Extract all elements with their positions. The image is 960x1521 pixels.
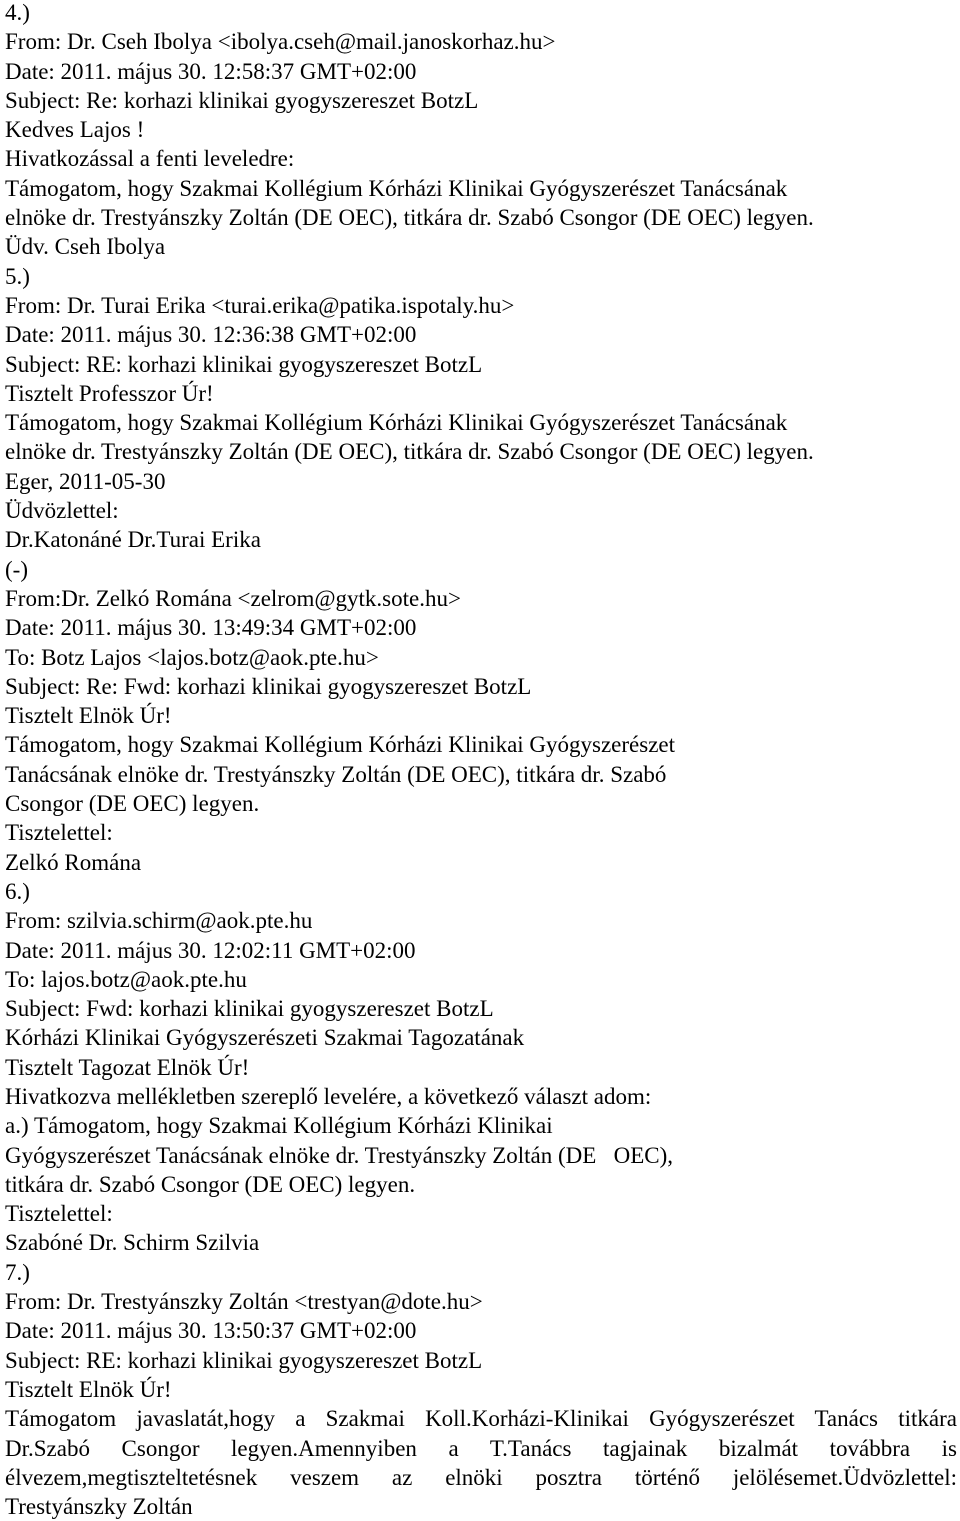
- email-thread-document: [5, 0, 957, 1521]
- email-from: From: szilvia.schirm@aok.pte.hu: [5, 908, 313, 934]
- email-signature: Dr.Katonáné Dr.Turai Erika: [5, 527, 261, 553]
- email-date: Date: 2011. május 30. 13:49:34 GMT+02:00: [5, 615, 417, 641]
- section-number: 7.): [5, 1259, 30, 1285]
- email-body-line: Támogatom, hogy Szakmai Kollégium Kórházi Klinikai Gyógyszerészet Tanácsának: [5, 175, 788, 201]
- email-from: From: Dr. Cseh Ibolya <ibolya.cseh@mail.janoskorhaz.hu>: [5, 29, 556, 55]
- email-body-line: a.) Támogatom, hogy Szakmai Kollégium Kórházi Klinikai: [5, 1113, 553, 1139]
- email-date: Date: 2011. május 30. 13:50:37 GMT+02:00: [5, 1318, 417, 1344]
- email-subject: Subject: Fwd: korhazi klinikai gyogyszereszet BotzL: [5, 996, 494, 1022]
- email-body-line: elnöke dr. Trestyánszky Zoltán (DE OEC), titkára dr. Szabó Csongor (DE OEC) legyen.: [5, 439, 814, 465]
- section-number: 5.): [5, 263, 30, 289]
- email-closing: Üdvözlettel:: [5, 498, 119, 524]
- email-closing: Tisztelettel:: [5, 820, 113, 846]
- email-body-line: Támogatom, hogy Szakmai Kollégium Kórházi Klinikai Gyógyszerészet Tanácsának: [5, 410, 788, 436]
- email-subject: Subject: RE: korhazi klinikai gyogyszereszet BotzL: [5, 1347, 483, 1373]
- email-from: From:Dr. Zelkó Romána <zelrom@gytk.sote.hu>: [5, 585, 461, 611]
- email-body-line: Hivatkozással a fenti leveledre:: [5, 146, 295, 172]
- email-greeting: Tisztelt Professzor Úr!: [5, 380, 214, 406]
- email-subject: Subject: Re: Fwd: korhazi klinikai gyogyszereszet BotzL: [5, 673, 532, 699]
- email-date: Date: 2011. május 30. 12:02:11 GMT+02:00: [5, 937, 416, 963]
- email-signature: Trestyánszky Zoltán: [5, 1494, 193, 1520]
- email-to: To: Botz Lajos <lajos.botz@aok.pte.hu>: [5, 644, 379, 670]
- email-to: To: lajos.botz@aok.pte.hu: [5, 966, 247, 992]
- email-from: From: Dr. Trestyánszky Zoltán <trestyan@dote.hu>: [5, 1289, 483, 1315]
- section-number: 4.): [5, 0, 30, 25]
- section-number: (-): [5, 556, 28, 582]
- email-body-line: Csongor (DE OEC) legyen.: [5, 791, 260, 817]
- email-body-line: Dr.Szabó Csongor legyen.Amennyiben a T.Tanács tagjainak bizalmát továbbra is: [5, 1435, 957, 1461]
- email-body-line: Gyógyszerészet Tanácsának elnöke dr. Trestyánszky Zoltán (DE OEC),: [5, 1142, 673, 1168]
- email-from: From: Dr. Turai Erika <turai.erika@patika.ispotaly.hu>: [5, 292, 515, 318]
- email-body-line: Eger, 2011-05-30: [5, 468, 166, 494]
- email-greeting: Kedves Lajos !: [5, 117, 145, 143]
- email-date: Date: 2011. május 30. 12:58:37 GMT+02:00: [5, 58, 417, 84]
- email-signature: Üdv. Cseh Ibolya: [5, 234, 166, 260]
- email-subject: Subject: RE: korhazi klinikai gyogyszereszet BotzL: [5, 351, 483, 377]
- email-body-line: élvezem,megtiszteltetésnek veszem az elnöki posztra történő jelölésemet.Üdvözlettel:: [5, 1464, 957, 1490]
- email-greeting: Tisztelt Elnök Úr!: [5, 703, 172, 729]
- section-number: 6.): [5, 878, 30, 904]
- email-date: Date: 2011. május 30. 12:36:38 GMT+02:00: [5, 322, 417, 348]
- email-signature: Szabóné Dr. Schirm Szilvia: [5, 1230, 260, 1256]
- email-body-line: Kórházi Klinikai Gyógyszerészeti Szakmai Tagozatának: [5, 1025, 525, 1051]
- email-body-line: Tanácsának elnöke dr. Trestyánszky Zoltán (DE OEC), titkára dr. Szabó: [5, 761, 667, 787]
- email-closing: Tisztelettel:: [5, 1201, 113, 1227]
- email-subject: Subject: Re: korhazi klinikai gyogyszereszet BotzL: [5, 87, 479, 113]
- email-body-line: Hivatkozva mellékletben szereplő levelére, a következő választ adom:: [5, 1083, 652, 1109]
- email-body-line: elnöke dr. Trestyánszky Zoltán (DE OEC), titkára dr. Szabó Csongor (DE OEC) legyen.: [5, 205, 814, 231]
- email-body-line: titkára dr. Szabó Csongor (DE OEC) legyen.: [5, 1171, 416, 1197]
- email-signature: Zelkó Romána: [5, 849, 142, 875]
- email-body-line: Támogatom javaslatát,hogy a Szakmai Koll.Korházi-Klinikai Gyógyszerészet Tanács titkára: [5, 1406, 957, 1432]
- email-greeting: Tisztelt Tagozat Elnök Úr!: [5, 1054, 250, 1080]
- email-greeting: Tisztelt Elnök Úr!: [5, 1376, 172, 1402]
- email-body-line: Támogatom, hogy Szakmai Kollégium Kórházi Klinikai Gyógyszerészet: [5, 732, 676, 758]
